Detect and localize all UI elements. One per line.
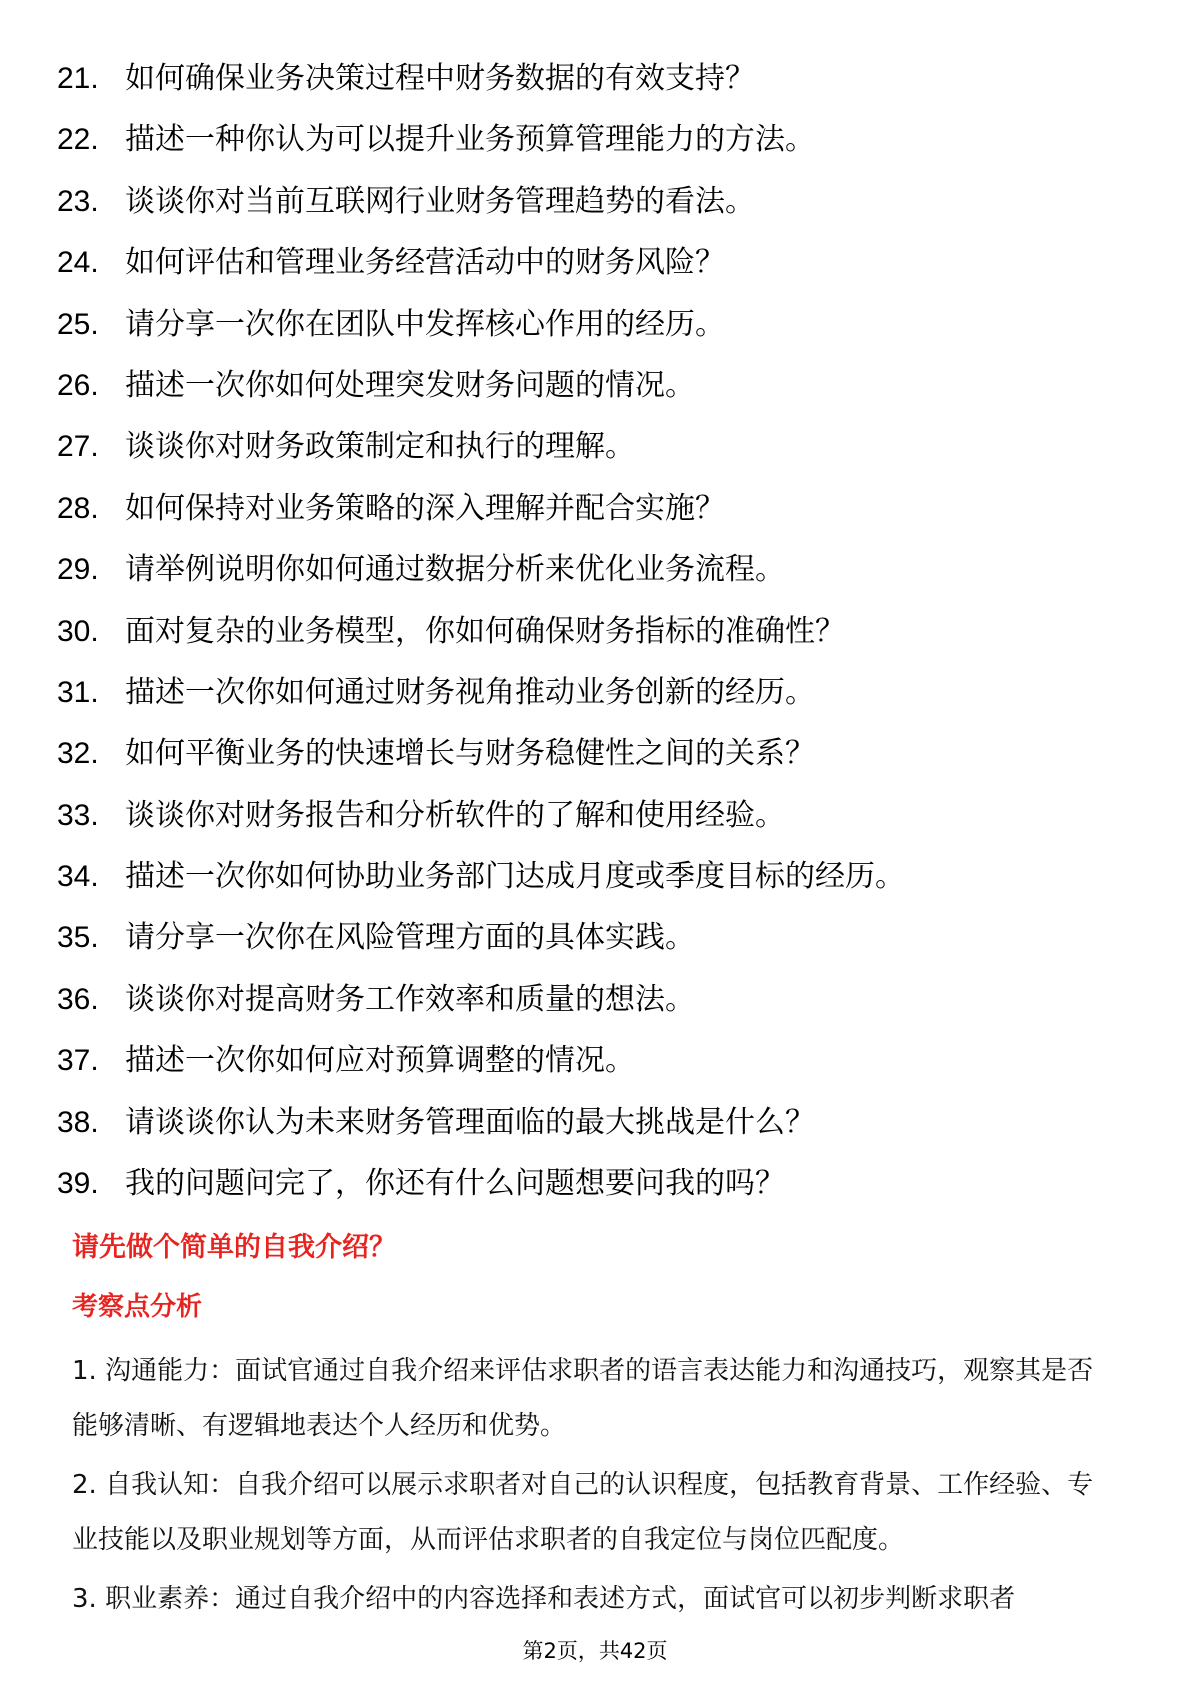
- question-item: [57, 1092, 1137, 1153]
- analysis-body: [72, 1344, 1118, 1631]
- question-text: 如何保持对业务策略的深入理解并配合实施？: [125, 490, 725, 526]
- question-number: 36.: [57, 982, 99, 1016]
- question-text: 请谈谈你认为未来财务管理面临的最大挑战是什么？: [125, 1104, 815, 1140]
- question-number: 31.: [57, 675, 99, 709]
- analysis-paragraph: 1. 沟通能力：面试官通过自我介绍来评估求职者的语言表达能力和沟通技巧，观察其是否能够清晰、有逻辑地表达个人经历和优势。: [72, 1356, 1094, 1441]
- question-item: [57, 232, 1137, 293]
- question-item: [57, 48, 1137, 109]
- question-item: [57, 539, 1137, 600]
- question-number: 24.: [57, 246, 99, 280]
- section-title: 请先做个简单的自我介绍？: [72, 1232, 396, 1263]
- question-text: 描述一种你认为可以提升业务预算管理能力的方法。: [125, 122, 815, 158]
- question-text: 描述一次你如何协助业务部门达成月度或季度目标的经历。: [125, 859, 905, 895]
- question-text: 描述一次你如何处理突发财务问题的情况。: [125, 367, 695, 403]
- question-number: 30.: [57, 614, 99, 648]
- question-number: 33.: [57, 798, 99, 832]
- question-item: [57, 109, 1137, 170]
- question-number: 35.: [57, 921, 99, 955]
- question-number: 34.: [57, 860, 99, 894]
- question-text: 描述一次你如何应对预算调整的情况。: [125, 1043, 635, 1079]
- question-text: 描述一次你如何通过财务视角推动业务创新的经历。: [125, 674, 815, 710]
- question-text: 谈谈你对财务政策制定和执行的理解。: [125, 429, 635, 465]
- question-text: 请分享一次你在团队中发挥核心作用的经历。: [125, 306, 725, 342]
- question-text: 面对复杂的业务模型，你如何确保财务指标的准确性？: [125, 613, 845, 649]
- question-text: 请举例说明你如何通过数据分析来优化业务流程。: [125, 552, 785, 588]
- page-number: 第2页，共42页: [522, 1639, 668, 1663]
- question-text: 谈谈你对当前互联网行业财务管理趋势的看法。: [125, 183, 755, 219]
- question-item: [57, 355, 1137, 416]
- question-number: 22.: [57, 123, 99, 157]
- question-text: 谈谈你对提高财务工作效率和质量的想法。: [125, 981, 695, 1017]
- question-number: 39.: [57, 1167, 99, 1201]
- question-number: 26.: [57, 368, 99, 402]
- question-item: [57, 662, 1137, 723]
- question-text: 如何评估和管理业务经营活动中的财务风险？: [125, 245, 725, 281]
- question-item: [57, 171, 1137, 232]
- question-number: 27.: [57, 430, 99, 464]
- question-item: [57, 846, 1137, 907]
- question-item: [57, 416, 1137, 477]
- question-item: [57, 969, 1137, 1030]
- question-number: 38.: [57, 1105, 99, 1139]
- analysis-paragraph: 2. 自我认知：自我介绍可以展示求职者对自己的认识程度，包括教育背景、工作经验、专业技能以及职业规划等方面，从而评估求职者的自我定位与岗位匹配度。: [72, 1470, 1094, 1555]
- question-number: 32.: [57, 737, 99, 771]
- question-item: [57, 601, 1137, 662]
- question-item: [57, 785, 1137, 846]
- question-number: 23.: [57, 184, 99, 218]
- question-number: 37.: [57, 1044, 99, 1078]
- question-number: 29.: [57, 553, 99, 587]
- question-number: 25.: [57, 307, 99, 341]
- question-number: 21.: [57, 62, 99, 95]
- analysis-paragraph: 3. 职业素养：通过自我介绍中的内容选择和表述方式，面试官可以初步判断求职者: [72, 1584, 1016, 1614]
- question-item: [57, 478, 1137, 539]
- section-subtitle: 考察点分析: [72, 1292, 203, 1322]
- question-text: 谈谈你对财务报告和分析软件的了解和使用经验。: [125, 797, 785, 833]
- question-list: [57, 48, 1137, 1214]
- question-item: [57, 723, 1137, 784]
- question-text: 如何平衡业务的快速增长与财务稳健性之间的关系？: [125, 736, 815, 772]
- question-item: [57, 1030, 1137, 1091]
- question-text: 我的问题问完了，你还有什么问题想要问我的吗？: [125, 1166, 785, 1202]
- question-number: 28.: [57, 491, 99, 525]
- question-item: [57, 294, 1137, 355]
- question-item: [57, 907, 1137, 968]
- question-text: 如何确保业务决策过程中财务数据的有效支持？: [125, 61, 755, 96]
- question-item: [57, 1153, 1137, 1214]
- question-text: 请分享一次你在风险管理方面的具体实践。: [125, 920, 695, 956]
